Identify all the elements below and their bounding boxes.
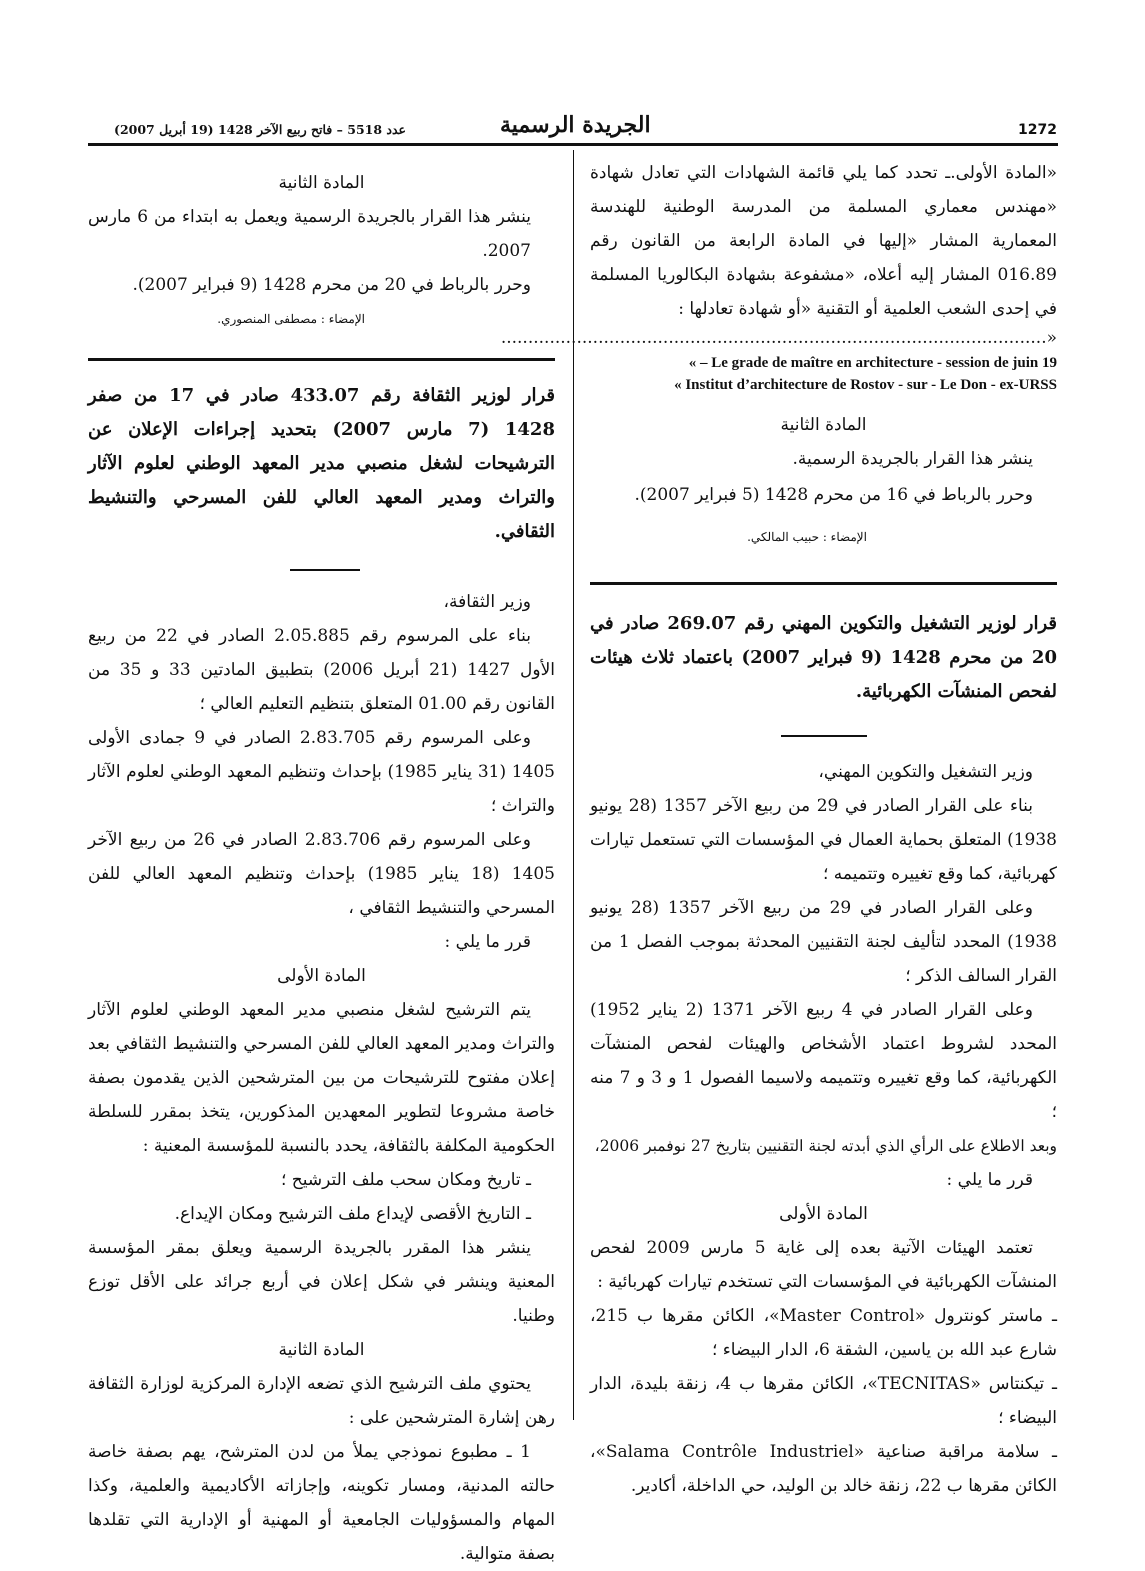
left-article-2b-item-1: 1 ـ مطبوع نموذجي يملأ من لدن المترشح، يهم بصفة خاصة حالته المدنية، ومسار تكوينه، وإجازاته الأكاديمية والعلمية، وكذا المهام والمسؤوليات الجامعية أو المهنية أو الإدارية التي تقلدها بصفة متوالية. xyxy=(88,1442,555,1564)
preamble-4: وبعد الاطلاع على الرأي الذي أبدته لجنة التقنيين بتاريخ 27 نوفمبر 2006، xyxy=(594,1137,1057,1155)
left-preamble-3: وعلى المرسوم رقم 2.83.706 الصادر في 26 من ربيع الآخر 1405 (18 يناير 1985) بإحداث وتنظيم المعهد العالي للفن المسرحي والتنشيط الثقافي ، xyxy=(88,830,555,918)
left-article-2b-body: يحتوي ملف الترشيح الذي تضعه الإدارة المركزية لوزارة الثقافة رهن إشارة المترشحين على : xyxy=(88,1374,555,1428)
article-2-heading: المادة الثانية xyxy=(780,415,867,435)
preamble-2: وعلى القرار الصادر في 29 من ربيع الآخر 1357 (28 يونيو 1938) المحدد لتأليف لجنة التقنيين المحدثة بموجب الفصل 1 من القرار السالف الذكر ؛ xyxy=(590,898,1057,986)
list-item-3: ـ سلامة مراقبة صناعية «Salama Contrôle Industriel»، الكائن مقرها ب 22، زنقة خالد بن الوليد، حي الداخلة، أكادير. xyxy=(590,1442,1057,1496)
french-line-2: « Institut d’architecture de Rostov - sur - Le Don - ex-URSS xyxy=(674,377,1057,393)
right-column xyxy=(500,156,1057,1503)
title-underline xyxy=(781,735,867,737)
journal-title: الجريدة الرسمية xyxy=(500,112,651,138)
left-decree-title: قرار لوزير الثقافة رقم 433.07 صادر في 17 من صفر 1428 (7 مارس 2007) بتحديد إجراءات الإعلان عن الترشيحات لشغل منصبي مدير المعهد الوطني لعلوم الآثار والتراث ومدير المعهد العالي للفن المسرحي والتنشيط الثقافي. xyxy=(88,385,556,542)
article-1-heading: المادة الأولى xyxy=(779,1204,868,1224)
list-item-2: ـ تيكنتاس «TECNITAS»، الكائن مقرها ب 4، زنقة بليدة، الدار البيضاء ؛ xyxy=(590,1374,1057,1428)
left-list-item-1: ـ تاريخ ومكان سحب ملف الترشيح ؛ xyxy=(280,1170,531,1190)
left-dated-line: وحرر بالرباط في 20 من محرم 1428 (9 فبراير 2007). xyxy=(132,275,531,295)
decree-title: قرار لوزير التشغيل والتكوين المهني رقم 269.07 صادر في 20 من محرم 1428 (9 فبراير 2007) باعتماد ثلاث هيئات لفحص المنشآت الكهربائية. xyxy=(590,613,1057,702)
article-2-text: ينشر هذا القرار بالجريدة الرسمية. xyxy=(792,449,1033,469)
section-rule xyxy=(590,582,1057,585)
signature: الإمضاء : حبيب المالكي. xyxy=(747,530,867,544)
left-decides-line: قرر ما يلي : xyxy=(444,932,531,952)
left-section-rule xyxy=(88,358,555,361)
left-signature: الإمضاء : مصطفى المنصوري. xyxy=(217,312,365,326)
list-item-1: ـ ماستر كونترول «Master Control»، الكائن مقرها ب 215، شارع عبد الله بن ياسين، الشقة 6، الدار البيضاء ؛ xyxy=(590,1306,1057,1360)
preamble-1: بناء على القرار الصادر في 29 من ربيع الآخر 1357 (28 يونيو 1938) المتعلق بحماية العمال في المؤسسات التي تستعمل تيارات كهربائية، كما وقع تغييره وتتميمه ؛ xyxy=(590,796,1057,884)
left-article-1-publication: ينشر هذا المقرر بالجريدة الرسمية ويعلق بمقر المؤسسة المعنية وينشر في شكل إعلان في أربع جرائد على الأقل توزع وطنيا. xyxy=(88,1238,555,1326)
left-article-2-text: ينشر هذا القرار بالجريدة الرسمية ويعمل به ابتداء من 6 مارس 2007. xyxy=(88,207,531,261)
dotted-line: «..................................................................................................... xyxy=(500,328,1057,348)
left-preamble-2: وعلى المرسوم رقم 2.83.705 الصادر في 9 جمادى الأولى 1405 (31 يناير 1985) بإحداث وتنظيم المعهد الوطني لعلوم الآثار والتراث ؛ xyxy=(88,728,555,816)
left-article-2-heading: المادة الثانية xyxy=(278,173,365,193)
header-rule xyxy=(88,143,1058,146)
page-number: 1272 xyxy=(1018,122,1057,138)
left-column xyxy=(88,166,555,1571)
left-list-item-2: ـ التاريخ الأقصى لإيداع ملف الترشيح ومكان الإيداع. xyxy=(174,1204,531,1224)
french-line-1: « – Le grade de maître en architecture - session de juin 19 xyxy=(688,355,1057,371)
preamble-3: وعلى القرار الصادر في 4 ربيع الآخر 1371 (2 يناير 1952) المحدد لشروط اعتماد الأشخاص والهيئات لفحص المنشآت الكهربائية، كما وقع تغييره وتتميمه ولاسيما الفصول 1 و 3 و 7 منه ؛ xyxy=(590,1000,1057,1122)
decides-line: قرر ما يلي : xyxy=(946,1170,1033,1190)
issue-info: عدد 5518 – فاتح ربيع الآخر 1428 (19 أبريل 2007) xyxy=(114,122,406,137)
left-article-2b-heading: المادة الثانية xyxy=(278,1340,365,1360)
article-1-text: «المادة الأولى.ـ تحدد كما يلي قائمة الشهادات التي تعادل شهادة «مهندس معماري المسلمة من المدرسة الوطنية للهندسة المعمارية المشار «إليها في المادة الرابعة من القانون رقم 016.89 المشار إليه أعلاه، «مشفوعة بشهادة البكالوريا المسلمة في إحدى الشعب العلمية أو التقنية «أو شهادة تعادلها : xyxy=(590,163,1057,319)
left-title-underline xyxy=(290,569,360,571)
article-1-body: تعتمد الهيئات الآتية بعده إلى غاية 5 مارس 2009 لفحص المنشآت الكهربائية في المؤسسات التي تستخدم تيارات كهربائية : xyxy=(590,1238,1057,1292)
dated-line: وحرر بالرباط في 16 من محرم 1428 (5 فبراير 2007). xyxy=(634,485,1033,505)
left-minister-line: وزير الثقافة، xyxy=(443,592,531,612)
minister-line: وزير التشغيل والتكوين المهني، xyxy=(818,762,1033,782)
left-article-1-body: يتم الترشيح لشغل منصبي مدير المعهد الوطني لعلوم الآثار والتراث ومدير المعهد العالي للفن المسرحي والتنشيط الثقافي بعد إعلان مفتوح للترشيحات من بين المترشحين الذين يقدمون بصفة خاصة مشروعا لتطوير المعهدين المذكورين، يتخذ بمقرر للسلطة الحكومية المكلفة بالثقافة، يحدد بالنسبة للمؤسسة المعنية : xyxy=(88,1000,555,1156)
left-article-1-heading: المادة الأولى xyxy=(277,966,366,986)
left-preamble-1: بناء على المرسوم رقم 2.05.885 الصادر في 22 من ربيع الأول 1427 (21 أبريل 2006) بتطبيق المادتين 33 و 35 من القانون رقم 01.00 المتعلق بتنظيم التعليم العالي ؛ xyxy=(88,626,556,714)
